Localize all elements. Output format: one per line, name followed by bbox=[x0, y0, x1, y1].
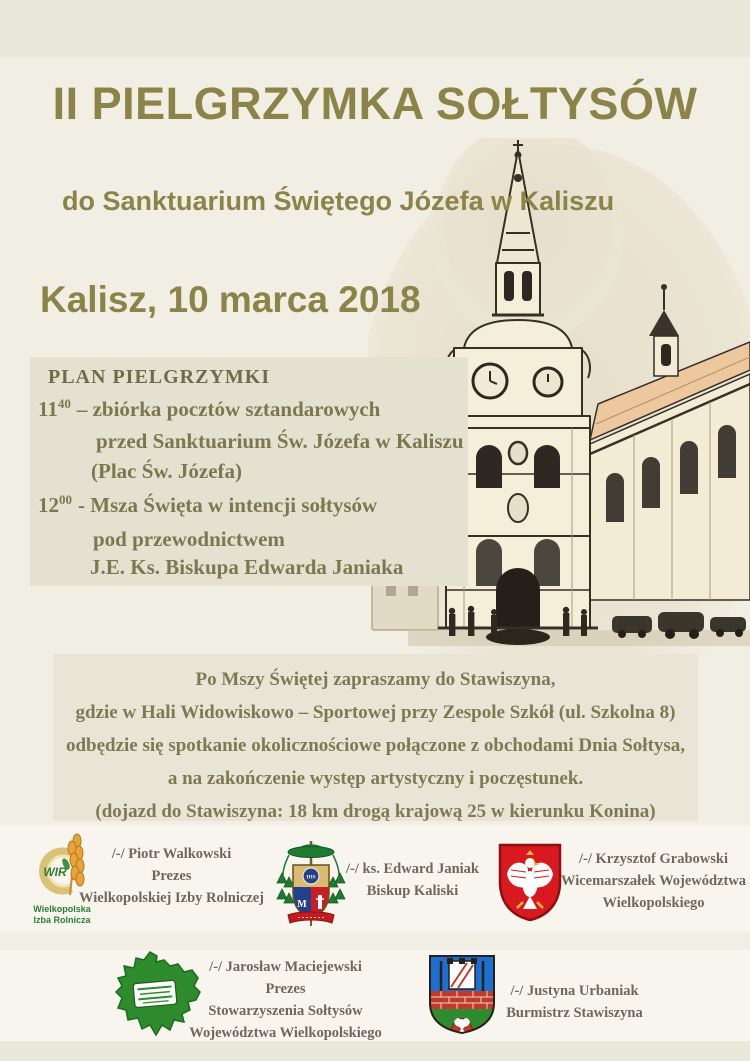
signature-mayor bbox=[492, 980, 657, 1024]
top-strip bbox=[0, 0, 750, 57]
signature-name: /-/ Krzysztof Grabowski bbox=[578, 851, 728, 867]
signature-bishop bbox=[330, 858, 495, 902]
crest-m-text: M bbox=[297, 899, 307, 910]
signature-role: Wielkopolskiego bbox=[602, 895, 705, 911]
plan-item-2-line-2: pod przewodnictwem bbox=[93, 527, 285, 551]
plan-item-1-line-3: (Plac Św. Józefa) bbox=[91, 459, 243, 483]
plan-item-2-line-1 bbox=[38, 492, 377, 518]
signature-role: Prezes bbox=[151, 868, 192, 884]
signature-role: Prezes bbox=[265, 981, 306, 997]
plan-item-2-text: - Msza Święta w intencji sołtysów bbox=[78, 493, 378, 517]
crest-ihs-text: IHS bbox=[306, 874, 316, 881]
stawiszyn-coat-of-arms bbox=[427, 953, 497, 1035]
stawiszyn-crest-icon bbox=[427, 953, 497, 1035]
plan-item-2-time-sup: 00 bbox=[59, 492, 72, 507]
event-date: Kalisz, 10 marca 2018 bbox=[40, 279, 421, 320]
wir-logo-caption: Wielkopolska Izba Rolnicza bbox=[33, 904, 91, 925]
poster-title: II PIELGRZYMKA SOŁTYSÓW bbox=[52, 78, 698, 129]
signature-association bbox=[189, 956, 382, 1044]
signature-role: Burmistrz Stawiszyna bbox=[506, 1005, 643, 1021]
plan-item-1-line-2: przed Sanktuarium Św. Józefa w Kaliszu bbox=[96, 429, 464, 453]
eagle-crest-icon bbox=[497, 842, 563, 922]
signature-name: /-/ ks. Edward Janiak bbox=[346, 861, 479, 877]
signature-role: Wicemarszałek Województwa bbox=[560, 873, 747, 889]
signature-name: /-/ Justyna Urbaniak bbox=[510, 983, 639, 999]
wir-logo-text: WIR bbox=[43, 865, 67, 879]
signature-role: Wielkopolskiej Izby Rolniczej bbox=[79, 890, 265, 906]
signature-name: /-/ Jarosław Maciejewski bbox=[209, 959, 362, 975]
signature-marshal bbox=[560, 848, 747, 914]
signature-role: Województwa Wielkopolskiego bbox=[189, 1025, 382, 1041]
signature-wir bbox=[79, 843, 265, 909]
invitation-line: gdzie w Hali Widowiskowo – Sportowej przy Zespole Szkół (ul. Szkolna 8) bbox=[75, 702, 676, 723]
plan-item-1-time-sup: 40 bbox=[57, 396, 71, 411]
signature-name: /-/ Piotr Walkowski bbox=[111, 846, 232, 862]
signature-role: Stowarzyszenia Sołtysów bbox=[208, 1003, 363, 1019]
invitation-line: (dojazd do Stawiszyna: 18 km drogą krajową 25 w kierunku Konina) bbox=[95, 801, 656, 822]
plan-item-2-line-3: J.E. Ks. Biskupa Edwarda Janiaka bbox=[90, 555, 404, 579]
bottom-strip bbox=[0, 1041, 750, 1061]
invitation-line: odbędzie się spotkanie okolicznościowe połączone z obchodami Dnia Sołtysa, bbox=[65, 735, 686, 756]
plan-item-2-time: 12 bbox=[38, 493, 59, 517]
plan-item-1-time: 11 bbox=[38, 397, 58, 421]
plan-item-1-text: – zbiórka pocztów sztandarowych bbox=[76, 397, 381, 421]
plan-item-1-line-1 bbox=[38, 396, 380, 422]
invitation-panel bbox=[53, 654, 698, 821]
signature-role: Biskup Kaliski bbox=[366, 883, 459, 899]
invitation-line: a na zakończenie występ artystyczny i poczęstunek. bbox=[167, 768, 584, 789]
poster-subtitle: do Sanktuarium Świętego Józefa w Kaliszu bbox=[62, 186, 615, 216]
plan-heading: PLAN PIELGRZYMKI bbox=[48, 366, 271, 388]
invitation-line: Po Mszy Świętej zapraszamy do Stawiszyna, bbox=[195, 669, 556, 690]
wielkopolska-coat-of-arms bbox=[497, 842, 563, 922]
